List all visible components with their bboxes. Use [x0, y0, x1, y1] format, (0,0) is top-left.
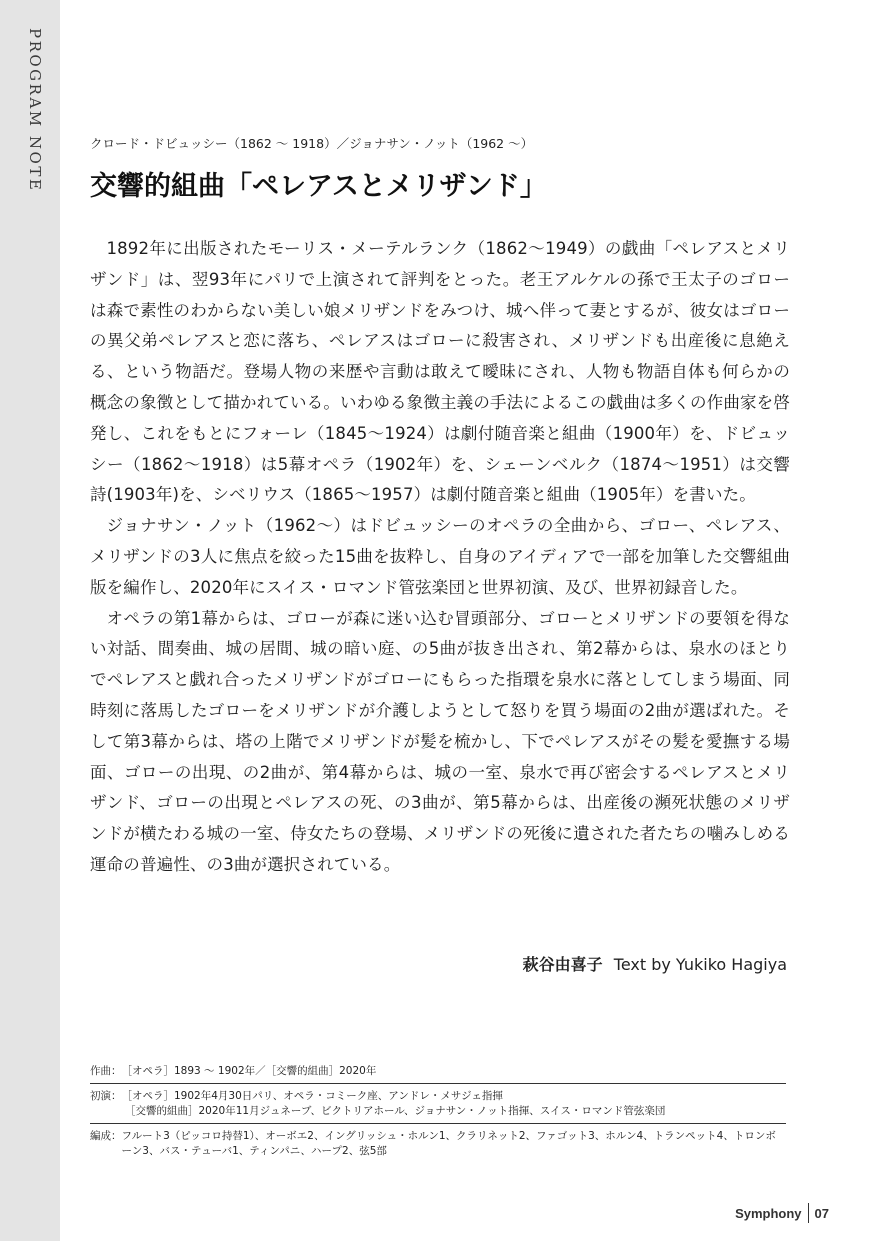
premiere-info [90, 1083, 786, 1123]
section-label: PROGRAM NOTE [26, 28, 44, 193]
composed-label: 作曲： [90, 1065, 122, 1077]
composed-value: ［オペラ］1893 ～ 1902年／［交響的組曲］2020年 [121, 1065, 377, 1077]
premiere-label: 初演： [90, 1090, 122, 1102]
page-footer [735, 1203, 829, 1223]
page-title: 交響的組曲「ペレアスとメリザンド」 [90, 171, 547, 202]
orchestration-info [90, 1123, 786, 1163]
work-details [90, 1062, 786, 1163]
article-body [90, 234, 790, 881]
page-number: 07 [814, 1205, 829, 1221]
premiere-opera: ［オペラ］1902年4月30日パリ、オペラ・コミーク座、アンドレ・メサジェ指揮 [121, 1090, 503, 1102]
author-name-jp: 萩谷由喜子 [522, 955, 603, 974]
footer-divider [808, 1203, 809, 1223]
paragraph: オペラの第1幕からは、ゴローが森に迷い込む冒頭部分、ゴローとメリザンドの要領を得ない対話、間奏曲、城の居間、城の暗い庭、の5曲が抜き出され、第2幕からは、泉水のほとりでペレアスと戯れ合ったメリザンドがゴローにもらった指環を泉水に落としてしまう場面、同時刻に落馬したゴローをメリザンドが介護しようとして怒りを買う場面の2曲が選ばれた。そして第3幕からは、塔の上階でメリザンドが髪を梳かし、下でペレアスがその髪を愛撫する場面、ゴローの出現、の2曲が、第4幕からは、城の一室、泉水で再び密会するペレアスとメリザンド、ゴローの出現とペレアスの死、の3曲が、第5幕からは、出産後の瀕死状態のメリザンドが横たわる城の一室、侍女たちの登場、メリザンドの死後に遺された者たちの噛みしめる運命の普遍性、の3曲が選択されている。 [90, 608, 790, 874]
orchestration-value: フルート3（ピッコロ持替1）、オーボエ2、イングリッシュ・ホルン1、クラリネット2、ファゴット3、ホルン4、トランペット4、トロンボーン3、バス・テューバ1、ティンパニ、ハープ2、弦5部 [121, 1130, 776, 1157]
publication-name: Symphony [735, 1205, 802, 1221]
orchestration-label: 編成： [90, 1130, 122, 1142]
paragraph: 1892年に出版されたモーリス・メーテルランク（1862～1949）の戯曲「ペレアスとメリザンド」は、翌93年にパリで上演されて評判をとった。老王アルケルの孫で王太子のゴローは森で素性のわからない美しい娘メリザンドをみつけ、城へ伴って妻とするが、彼女はゴローの異父弟ペレアスと恋に落ち、ペレアスはゴローに殺害され、メリザンドも出産後に息絶える、という物語だ。登場人物の来歴や言動は敢えて曖昧にされ、人物も物語自体も何らかの概念の象徴として描かれている。いわゆる象徴主義の手法によるこの戯曲は多くの作曲家を啓発し、これをもとにフォーレ（1845～1924）は劇付随音楽と組曲（1900年）を、ドビュッシー（1862～1918）は5幕オペラ（1902年）を、シェーンベルク（1874～1951）は交響詩(1903年)を、シベリウス（1865～1957）は劇付随音楽と組曲（1905年）を書いた。 [90, 239, 790, 505]
composer-line: クロード・ドビュッシー（1862 ～ 1918）／ジョナサン・ノット（1962 ～） [90, 136, 534, 151]
paragraph: ジョナサン・ノット（1962～）はドビュッシーのオペラの全曲から、ゴロー、ペレアス、メリザンドの3人に焦点を絞った15曲を抜粋し、自身のアイディアで一部を加筆した交響組曲版を編作し、2020年にスイス・ロマンド管弦楽団と世界初演、及び、世界初録音した。 [90, 516, 790, 597]
author-name-en: Text by Yukiko Hagiya [613, 955, 787, 974]
composed-info [90, 1062, 786, 1083]
author-credit [523, 952, 787, 975]
premiere-suite: ［交響的組曲］2020年11月ジュネーブ、ビクトリアホール、ジョナサン・ノット指揮、スイス・ロマンド管弦楽団 [125, 1105, 666, 1117]
side-band [0, 0, 60, 1241]
